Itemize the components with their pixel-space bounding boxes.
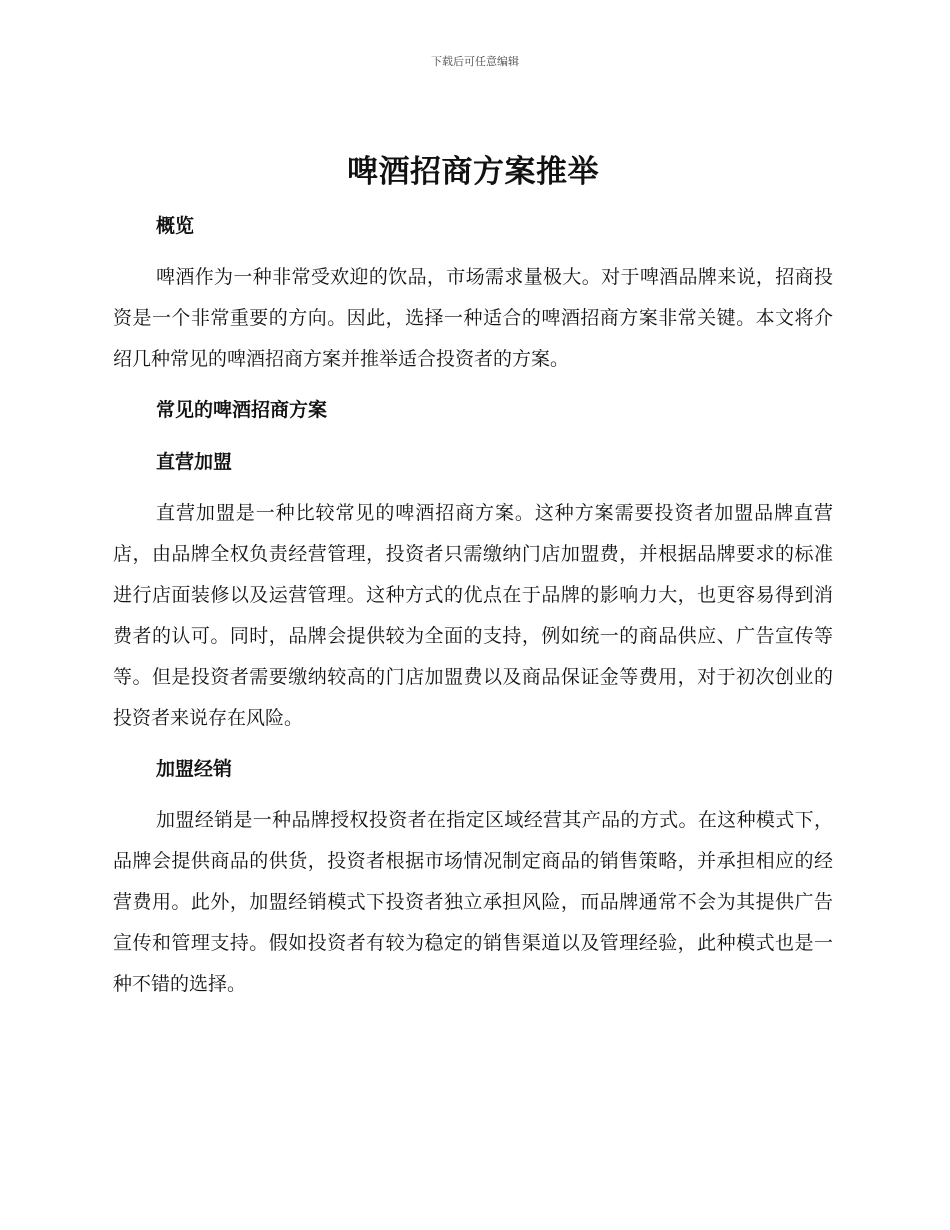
- paragraph-direct-franchise: 直营加盟是一种比较常见的啤酒招商方案。这种方案需要投资者加盟品牌直营店，由品牌全权负责经营管理，投资者只需缴纳门店加盟费，并根据品牌要求的标准进行店面装修以及运营管理。这种方式的优点在于品牌的影响力大，也更容易得到消费者的认可。同时，品牌会提供较为全面的支持，例如统一的商品供应、广告宣传等等。但是投资者需要缴纳较高的门店加盟费以及商品保证金等费用，对于初次创业的投资者来说存在风险。: [113, 502, 833, 729]
- spacer: [113, 739, 833, 753]
- spacer: [113, 478, 833, 493]
- spacer: [113, 380, 833, 394]
- section-heading-franchise-distribution: 加盟经销: [156, 758, 233, 780]
- header-note: 下载后可任意编辑: [431, 55, 519, 68]
- spacer: [113, 785, 833, 800]
- document-body: [113, 148, 833, 1005]
- section-heading-direct-franchise: 直营加盟: [156, 451, 233, 473]
- paragraph-franchise-distribution: 加盟经销是一种品牌授权投资者在指定区域经营其产品的方式。在这种模式下，品牌会提供商品的供货，投资者根据市场情况制定商品的销售策略，并承担相应的经营费用。此外，加盟经销模式下投资者独立承担风险，而品牌通常不会为其提供广告宣传和管理支持。假如投资者有较为稳定的销售渠道以及管理经验，此种模式也是一种不错的选择。: [113, 809, 833, 995]
- document-title: 啤酒招商方案推举: [347, 154, 599, 190]
- section-heading-common-plans: 常见的啤酒招商方案: [156, 399, 328, 421]
- spacer: [113, 242, 833, 257]
- paragraph-overview: 啤酒作为一种非常受欢迎的饮品，市场需求量极大。对于啤酒品牌来说，招商投资是一个非常重要的方向。因此，选择一种适合的啤酒招商方案非常关键。本文将介绍几种常见的啤酒招商方案并推举适合投资者的方案。: [113, 266, 833, 370]
- section-heading-overview: 概览: [156, 215, 195, 237]
- spacer: [113, 426, 833, 446]
